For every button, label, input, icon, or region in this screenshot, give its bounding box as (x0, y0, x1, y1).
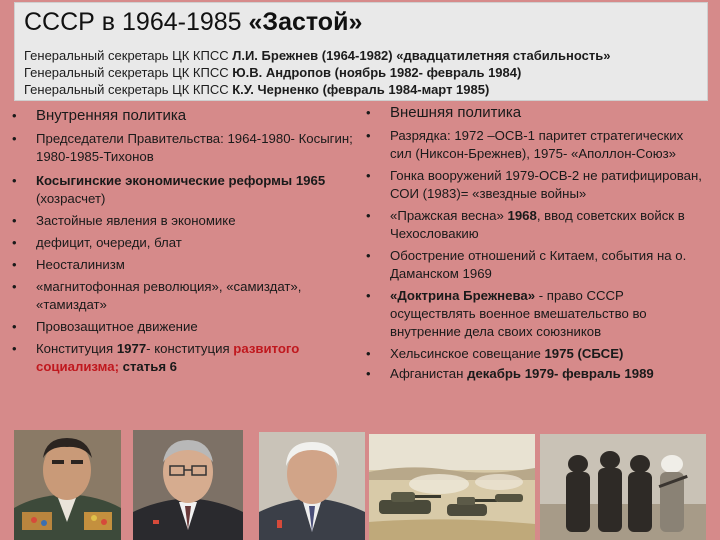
bullet-icon: • (12, 108, 17, 123)
list-item: • дефицит, очереди, блат (12, 235, 182, 250)
portrait-chernenko (259, 432, 365, 540)
page-title: СССР в 1964-1985 «Застой» (24, 8, 363, 36)
list-item: • Обострение отношений с Китаем, события на о. Даманском 1969 (366, 248, 687, 281)
bullet-icon: • (12, 213, 17, 228)
bullet-icon: • (12, 341, 17, 356)
gs-line-andropov: Генеральный секретарь ЦК КПСС Ю.В. Андропов (ноябрь 1982- февраль 1984) (24, 65, 522, 80)
list-item: • Конституция 1977- конституция развитого социализма; статья 6 (12, 341, 300, 374)
bullet-icon: • (366, 248, 371, 263)
bullet-icon: • (12, 257, 17, 272)
photo-afghanistan (540, 434, 706, 540)
gs-line-chernenko: Генеральный секретарь ЦК КПСС К.У. Черненко (февраль 1984-март 1985) (24, 82, 490, 97)
list-item: • Застойные явления в экономике (12, 213, 236, 228)
list-item: • Афганистан декабрь 1979- февраль 1989 (366, 366, 654, 381)
general-secretaries-list (24, 47, 610, 98)
list-item: • Косыгинские экономические реформы 1965 (хозрасчет) (12, 173, 326, 206)
list-item: • «Доктрина Брежнева» - право СССР осуществлять военное вмешательство во внутренние дела своих союзников (366, 288, 647, 339)
domestic-heading: • Внутренняя политика (12, 107, 187, 124)
bullet-icon: • (366, 208, 371, 223)
domestic-policy-column (12, 107, 360, 376)
gs-line-brezhnev: Генеральный секретарь ЦК КПСС Л.И. Брежнев (1964-1982) «двадцатилетняя стабильность» (24, 48, 611, 63)
bullet-icon: • (12, 319, 17, 334)
list-item: • Гонка вооружений 1979-ОСВ-2 не ратифицирован, СОИ (1983)= «звездные войны» (366, 168, 702, 201)
bullet-icon: • (366, 128, 371, 143)
list-item: • «магнитофонная революция», «самиздат», «тамиздат» (12, 279, 302, 312)
foreign-heading: • Внешняя политика (366, 104, 522, 121)
portrait-brezhnev (14, 430, 121, 540)
photo-tanks (369, 434, 535, 540)
foreign-policy-column (366, 104, 706, 383)
list-item: • Хельсинское совещание 1975 (СБСЕ) (366, 346, 624, 361)
list-item: • Разрядка: 1972 –ОСВ-1 паритет стратегических сил (Никсон-Брежнев), 1975- «Аполлон-Союз» (366, 128, 684, 161)
list-item: • Провозащитное движение (12, 319, 198, 334)
bullet-icon: • (12, 279, 17, 294)
bullet-icon: • (366, 105, 371, 120)
list-item: • Неосталинизм (12, 257, 125, 272)
list-item: • Председатели Правительства: 1964-1980- Косыгин; 1980-1985-Тихонов (12, 131, 353, 164)
bullet-icon: • (366, 366, 371, 381)
bullet-icon: • (12, 131, 17, 146)
portrait-andropov (133, 430, 243, 540)
bullet-icon: • (12, 235, 17, 250)
bullet-icon: • (366, 168, 371, 183)
list-item: • «Пражская весна» 1968, ввод советских войск в Чехословакию (366, 208, 685, 241)
bullet-icon: • (12, 173, 17, 188)
bullet-icon: • (366, 288, 371, 303)
bullet-icon: • (366, 346, 371, 361)
